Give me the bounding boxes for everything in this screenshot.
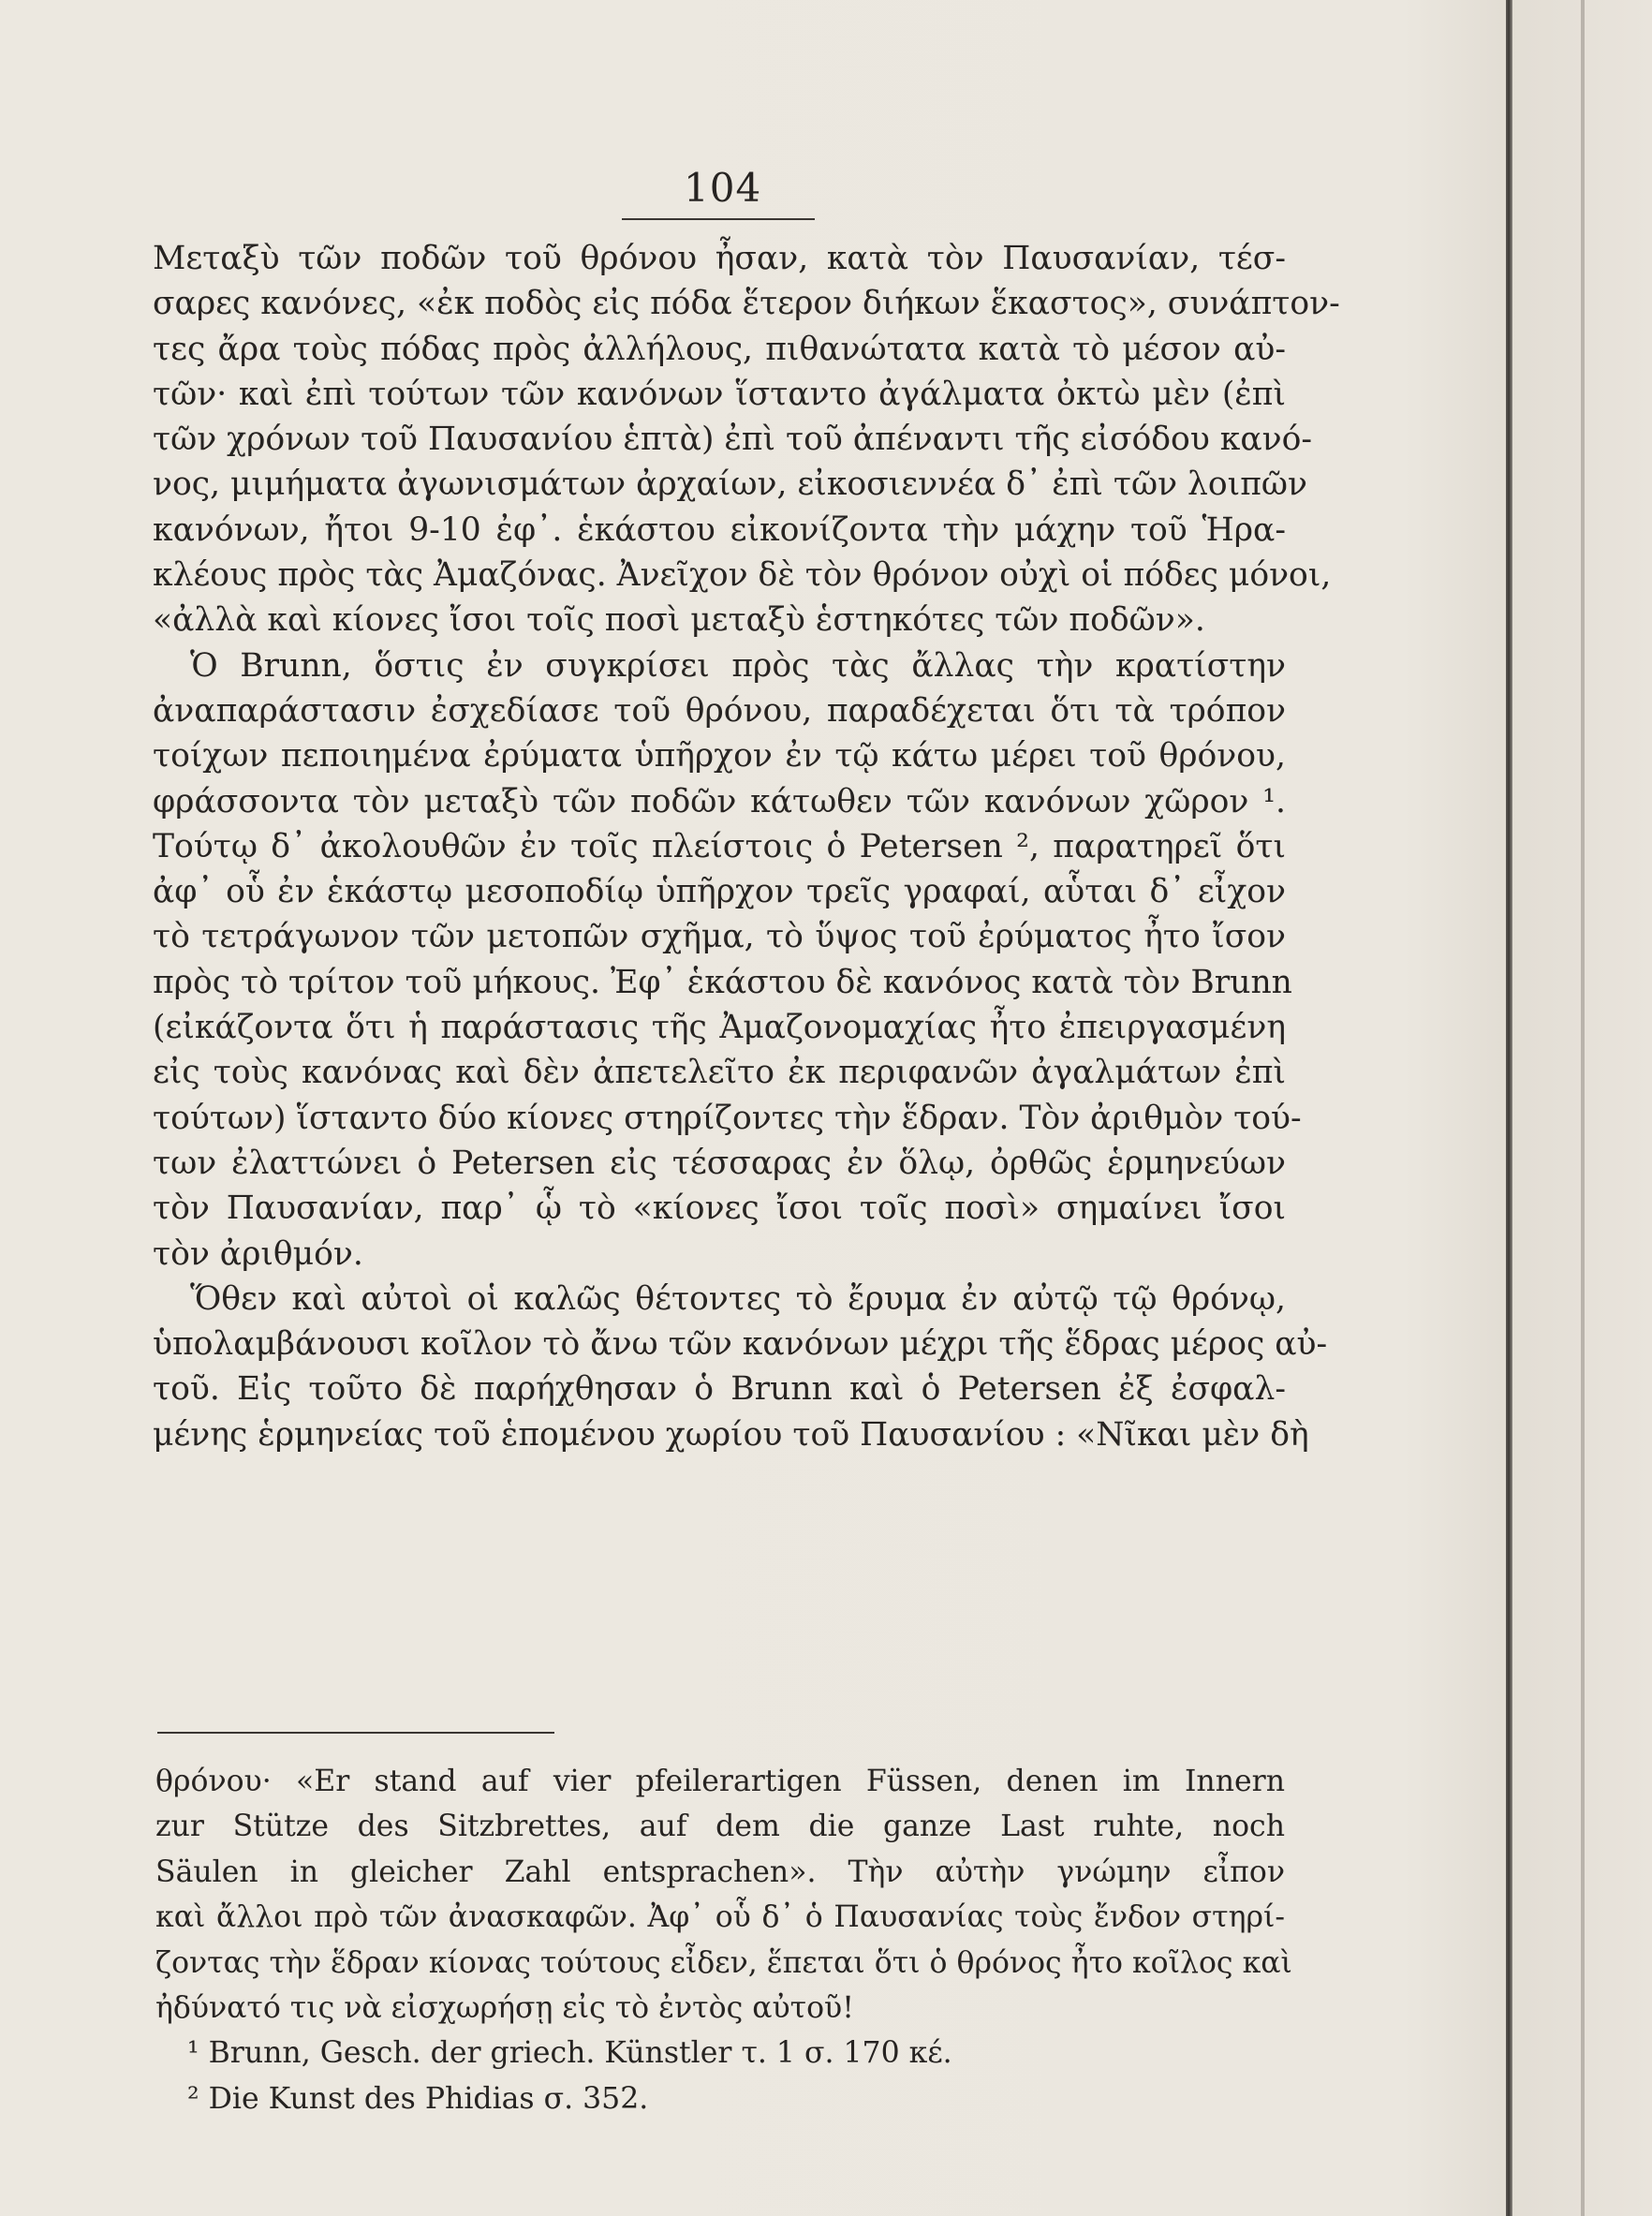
body-line: Ὁ Brunn, ὅστις ἐν συγκρίσει πρὸς τὰς ἄλλας τὴν κρατίστην xyxy=(190,646,1286,685)
header-rule xyxy=(622,218,815,220)
footnote-line: θρόνου· «Er stand auf vier pfeilerartigen Füssen, denen im Innern xyxy=(155,1765,1285,1798)
body-text xyxy=(153,236,1340,1457)
body-line: σαρες κανόνες, «ἐκ ποδὸς εἰς πόδα ἕτερον διήκων ἕκαστος», συνάπτον- xyxy=(153,285,1340,323)
body-line: ἀναπαράστασιν ἐσχεδίασε τοῦ θρόνου, παραδέχεται ὅτι τὰ τρόπον xyxy=(153,691,1286,730)
footnotes xyxy=(155,1759,1292,2121)
footnote-rule xyxy=(157,1732,554,1734)
body-line: (εἰκάζοντα ὅτι ἡ παράστασις τῆς Ἀμαζονομαχίας ἦτο ἐπειργασμένη xyxy=(153,1009,1286,1047)
body-line: ἀφ᾽ οὗ ἐν ἑκάστῳ μεσοποδίῳ ὑπῆρχον τρεῖς γραφαί, αὗται δ᾽ εἶχον xyxy=(153,873,1286,911)
footnote-line: ζοντας τὴν ἕδραν κίονας τούτους εἶδεν, ἕπεται ὅτι ὁ θρόνος ἦτο κοῖλος καὶ xyxy=(155,1945,1292,1980)
body-line: τῶν χρόνων τοῦ Παυσανίου ἑπτὰ) ἐπὶ τοῦ ἀπέναντι τῆς εἰσόδου κανό- xyxy=(153,421,1313,459)
body-line: τοίχων πεποιημένα ἐρύματα ὑπῆρχον ἐν τῷ κάτω μέρει τοῦ θρόνου, xyxy=(153,737,1286,776)
body-line: τὸν Παυσανίαν, παρ᾽ ᾧ τὸ «κίονες ἴσοι τοῖς ποσὶ» σημαίνει ἴσοι xyxy=(153,1189,1286,1228)
page-number: 104 xyxy=(684,165,762,211)
footnote-line: ἠδύνατό τις νὰ εἰσχωρήσῃ εἰς τὸ ἐντὸς αὐτοῦ! xyxy=(155,1991,854,2026)
body-line: τοῦ. Εἰς τοῦτο δὲ παρήχθησαν ὁ Brunn καὶ ὁ Petersen ἐξ ἐσφαλ- xyxy=(153,1370,1286,1409)
body-line: κλέους πρὸς τὰς Ἀμαζόνας. Ἀνεῖχον δὲ τὸν θρόνον οὐχὶ οἱ πόδες μόνοι, xyxy=(153,556,1332,595)
body-line: τῶν· καὶ ἐπὶ τούτων τῶν κανόνων ἵσταντο ἀγάλματα ὀκτὼ μὲν (ἐπὶ xyxy=(153,375,1286,413)
body-line: τὸν ἀριθμόν. xyxy=(153,1234,363,1273)
footnote-line: Säulen in gleicher Zahl entsprachen». Τὴν αὐτὴν γνώμην εἶπον xyxy=(155,1854,1285,1889)
footnote-line: zur Stütze des Sitzbrettes, auf dem die ganze Last ruhte, noch xyxy=(155,1810,1285,1844)
body-line: εἰς τοὺς κανόνας καὶ δὲν ἀπετελεῖτο ἐκ περιφανῶν ἀγαλμάτων ἐπὶ xyxy=(153,1054,1286,1092)
next-page-edge xyxy=(1581,0,1585,2216)
body-line: πρὸς τὸ τρίτον τοῦ μήκους. Ἐφ᾽ ἑκάστου δὲ κανόνος κατὰ τὸν Brunn xyxy=(153,963,1292,1001)
body-line: τούτων) ἵσταντο δύο κίονες στηρίζοντες τὴν ἕδραν. Τὸν ἀριθμὸν τού- xyxy=(153,1099,1302,1137)
body-line: Μεταξὺ τῶν ποδῶν τοῦ θρόνου ἦσαν, κατὰ τὸν Παυσανίαν, τέσ- xyxy=(153,240,1286,277)
page-edge-shadow xyxy=(1506,0,1512,2216)
footnote-line: καὶ ἄλλοι πρὸ τῶν ἀνασκαφῶν. Ἀφ᾽ οὗ δ᾽ ὁ Παυσανίας τοὺς ἔνδον στηρί- xyxy=(155,1900,1285,1935)
body-line: των ἐλαττώνει ὁ Petersen εἰς τέσσαρας ἐν ὅλῳ, ὀρθῶς ἑρμηνεύων xyxy=(153,1144,1286,1182)
body-line: κανόνων, ἤτοι 9-10 ἐφ᾽. ἑκάστου εἰκονίζοντα τὴν μάχην τοῦ Ἡρα- xyxy=(153,510,1286,549)
body-line: τες ἄρα τοὺς πόδας πρὸς ἀλλήλους, πιθανώτατα κατὰ τὸ μέσον αὐ- xyxy=(153,330,1286,368)
body-line: «ἀλλὰ καὶ κίονες ἴσοι τοῖς ποσὶ μεταξὺ ἑστηκότες τῶν ποδῶν». xyxy=(153,601,1205,640)
footnote-1: ¹ Brunn, Gesch. der griech. Künstler τ. 1 σ. 170 κέ. xyxy=(187,2036,952,2071)
body-line: Τούτῳ δ᾽ ἀκολουθῶν ἐν τοῖς πλείστοις ὁ Petersen ², παρατηρεῖ ὅτι xyxy=(153,827,1286,865)
footnote-2: ² Die Kunst des Phidias σ. 352. xyxy=(187,2081,649,2116)
body-line: μένης ἑρμηνείας τοῦ ἑπομένου χωρίου τοῦ Παυσανίου : «Νῖκαι μὲν δὴ xyxy=(153,1415,1309,1454)
body-line: ὑπολαμβάνουσι κοῖλον τὸ ἄνω τῶν κανόνων μέχρι τῆς ἕδρας μέρος αὐ- xyxy=(153,1325,1328,1364)
body-line: Ὅθεν καὶ αὐτοὶ οἱ καλῶς θέτοντες τὸ ἔρυμα ἐν αὐτῷ τῷ θρόνῳ, xyxy=(190,1279,1286,1318)
body-line: τὸ τετράγωνον τῶν μετοπῶν σχῆμα, τὸ ὕψος τοῦ ἐρύματος ἦτο ἴσον xyxy=(153,918,1286,956)
body-line: φράσσοντα τὸν μεταξὺ τῶν ποδῶν κάτωθεν τῶν κανόνων χῶρον ¹. xyxy=(153,782,1286,820)
body-line: νος, μιμήματα ἀγωνισμάτων ἀρχαίων, εἰκοσιεννέα δ᾽ ἐπὶ τῶν λοιπῶν xyxy=(153,465,1307,504)
